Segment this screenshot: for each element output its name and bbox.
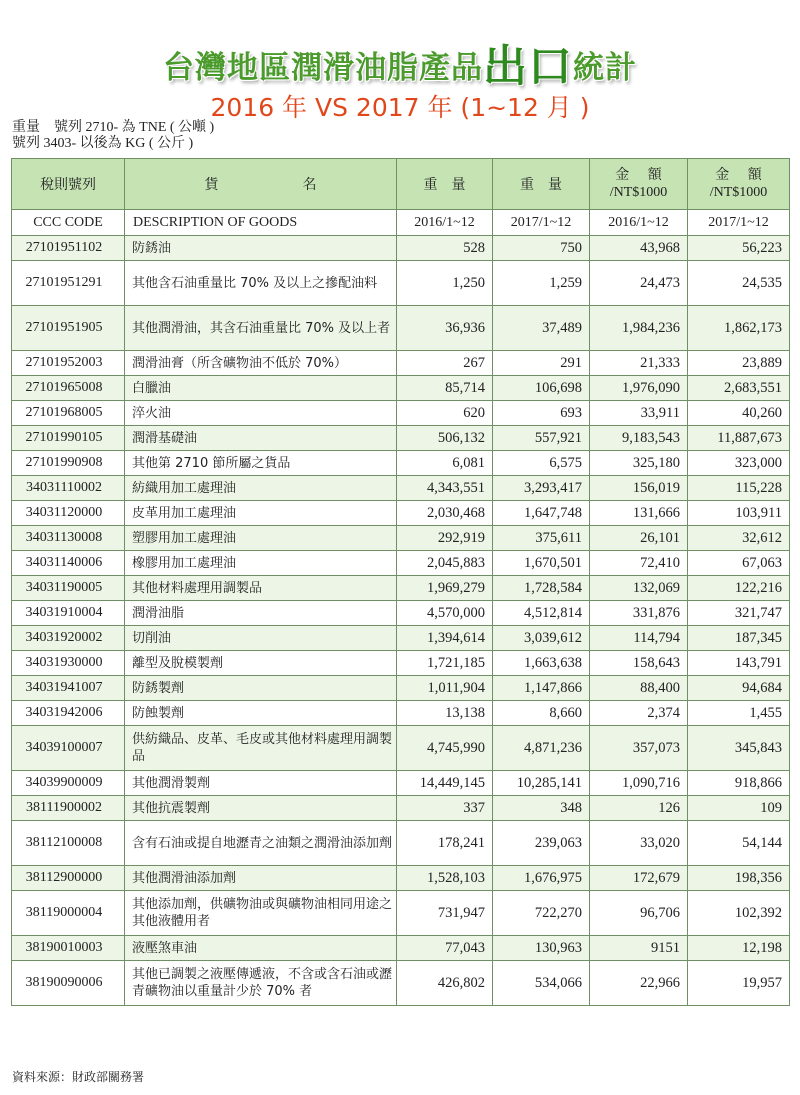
table-row — [12, 451, 790, 476]
amount-2016-cell: 331,876 — [590, 601, 688, 626]
weight-2016-cell: 1,011,904 — [397, 676, 493, 701]
weight-2016-cell: 6,081 — [397, 451, 493, 476]
weight-2016-cell: 85,714 — [397, 376, 493, 401]
amount-2017-cell: 115,228 — [688, 476, 790, 501]
weight-2017-cell: 1,663,638 — [493, 651, 590, 676]
code-cell: 34031140006 — [12, 551, 125, 576]
amount-2017-cell: 187,345 — [688, 626, 790, 651]
goods-name-cell: 供紡織品、皮革、毛皮或其他材料處理用調製品 — [125, 726, 397, 771]
amount-2016-cell: 132,069 — [590, 576, 688, 601]
table-row — [12, 526, 790, 551]
amount-2016-cell: 22,966 — [590, 961, 688, 1006]
weight-2016-cell: 1,394,614 — [397, 626, 493, 651]
goods-name-cell: 其他潤滑製劑 — [125, 771, 397, 796]
amount-2016-cell: 33,911 — [590, 401, 688, 426]
code-cell: 34031930000 — [12, 651, 125, 676]
table-row — [12, 601, 790, 626]
weight-2016-cell: 2,030,468 — [397, 501, 493, 526]
weight-2017-cell: 239,063 — [493, 821, 590, 866]
amount-2016-cell: 24,473 — [590, 261, 688, 306]
amount-2017-cell: 24,535 — [688, 261, 790, 306]
weight-2017-cell: 1,647,748 — [493, 501, 590, 526]
table-row — [12, 651, 790, 676]
page-title — [0, 30, 800, 94]
goods-name-cell: 淬火油 — [125, 401, 397, 426]
goods-name-cell: 其他第 2710 節所屬之貨品 — [125, 451, 397, 476]
weight-2017-cell: 1,147,866 — [493, 676, 590, 701]
code-cell: 34031190005 — [12, 576, 125, 601]
amount-2016-cell: 21,333 — [590, 351, 688, 376]
weight-2017-cell: 10,285,141 — [493, 771, 590, 796]
goods-name-cell: 切削油 — [125, 626, 397, 651]
table-row — [12, 261, 790, 306]
subheader-code: CCC CODE — [12, 210, 125, 236]
title-suffix: 統計 — [573, 50, 637, 86]
table-row — [12, 576, 790, 601]
header-amount-2016 — [590, 159, 688, 210]
amount-2016-cell: 1,976,090 — [590, 376, 688, 401]
amount-2016-cell: 325,180 — [590, 451, 688, 476]
amount-2017-cell: 19,957 — [688, 961, 790, 1006]
weight-2016-cell: 1,721,185 — [397, 651, 493, 676]
goods-name-cell: 潤滑基礎油 — [125, 426, 397, 451]
weight-2017-cell: 1,728,584 — [493, 576, 590, 601]
amount-2017-cell: 1,862,173 — [688, 306, 790, 351]
unit-note-weight: 重量 號列 2710- 為 TNE ( 公噸 ) — [12, 120, 215, 135]
table-row — [12, 866, 790, 891]
amount-2016-cell: 26,101 — [590, 526, 688, 551]
header-weight-2017: 重 量 — [493, 159, 590, 210]
weight-2017-cell: 4,871,236 — [493, 726, 590, 771]
weight-2016-cell: 620 — [397, 401, 493, 426]
amount-2016-cell: 114,794 — [590, 626, 688, 651]
amount-2017-cell: 122,216 — [688, 576, 790, 601]
amount-2017-cell: 198,356 — [688, 866, 790, 891]
code-cell: 34039900009 — [12, 771, 125, 796]
code-cell: 27101952003 — [12, 351, 125, 376]
table-row — [12, 376, 790, 401]
amount-2016-cell: 88,400 — [590, 676, 688, 701]
table-row — [12, 726, 790, 771]
weight-2017-cell: 3,293,417 — [493, 476, 590, 501]
weight-2016-cell: 178,241 — [397, 821, 493, 866]
table-body — [12, 210, 790, 1006]
weight-2017-cell: 3,039,612 — [493, 626, 590, 651]
code-cell: 34031910004 — [12, 601, 125, 626]
weight-2016-cell: 1,250 — [397, 261, 493, 306]
header-amount-label: 金 額 — [615, 167, 662, 183]
unit-notes — [12, 120, 214, 152]
amount-2017-cell: 323,000 — [688, 451, 790, 476]
amount-2016-cell: 33,020 — [590, 821, 688, 866]
weight-2016-cell: 1,528,103 — [397, 866, 493, 891]
amount-2016-cell: 43,968 — [590, 236, 688, 261]
goods-name-cell: 防蝕製劑 — [125, 701, 397, 726]
amount-2017-cell: 94,684 — [688, 676, 790, 701]
amount-2016-cell: 96,706 — [590, 891, 688, 936]
amount-2017-cell: 143,791 — [688, 651, 790, 676]
weight-2017-cell: 130,963 — [493, 936, 590, 961]
table-row — [12, 771, 790, 796]
table-row — [12, 626, 790, 651]
amount-2017-cell: 321,747 — [688, 601, 790, 626]
amount-2017-cell: 109 — [688, 796, 790, 821]
table-row — [12, 701, 790, 726]
code-cell: 27101965008 — [12, 376, 125, 401]
code-cell: 34031130008 — [12, 526, 125, 551]
amount-2017-cell: 54,144 — [688, 821, 790, 866]
amount-2016-cell: 126 — [590, 796, 688, 821]
weight-2016-cell: 528 — [397, 236, 493, 261]
goods-name-cell: 其他潤滑油添加劑 — [125, 866, 397, 891]
goods-name-cell: 塑膠用加工處理油 — [125, 526, 397, 551]
goods-name-cell: 紡織用加工處理油 — [125, 476, 397, 501]
code-cell: 27101968005 — [12, 401, 125, 426]
header-amount-label: 金 額 — [715, 167, 762, 183]
code-cell: 34039100007 — [12, 726, 125, 771]
export-statistics-table — [11, 158, 790, 1006]
goods-name-cell: 防銹製劑 — [125, 676, 397, 701]
amount-2017-cell: 56,223 — [688, 236, 790, 261]
amount-2016-cell: 1,984,236 — [590, 306, 688, 351]
weight-2016-cell: 337 — [397, 796, 493, 821]
table-row — [12, 821, 790, 866]
code-cell: 38190090006 — [12, 961, 125, 1006]
header-weight-2016: 重 量 — [397, 159, 493, 210]
weight-2016-cell: 292,919 — [397, 526, 493, 551]
unit-note-kg: 號列 3403- 以後為 KG ( 公斤 ) — [12, 136, 194, 151]
table-row — [12, 551, 790, 576]
goods-name-cell: 離型及脫模製劑 — [125, 651, 397, 676]
weight-2016-cell: 13,138 — [397, 701, 493, 726]
table-row — [12, 796, 790, 821]
amount-2016-cell: 2,374 — [590, 701, 688, 726]
table-row — [12, 501, 790, 526]
code-cell: 27101990105 — [12, 426, 125, 451]
table-row — [12, 676, 790, 701]
amount-2016-cell: 172,679 — [590, 866, 688, 891]
header-row — [12, 159, 790, 210]
title-emphasis: 出口 — [483, 41, 573, 92]
weight-2017-cell: 8,660 — [493, 701, 590, 726]
subheader-weight-2017: 2017/1~12 — [493, 210, 590, 236]
amount-2017-cell: 23,889 — [688, 351, 790, 376]
amount-2016-cell: 9151 — [590, 936, 688, 961]
weight-2017-cell: 375,611 — [493, 526, 590, 551]
code-cell: 27101951905 — [12, 306, 125, 351]
code-cell: 34031920002 — [12, 626, 125, 651]
weight-2017-cell: 1,676,975 — [493, 866, 590, 891]
weight-2017-cell: 693 — [493, 401, 590, 426]
header-code: 稅則號列 — [12, 159, 125, 210]
weight-2016-cell: 14,449,145 — [397, 771, 493, 796]
code-cell: 34031942006 — [12, 701, 125, 726]
code-cell: 27101951102 — [12, 236, 125, 261]
weight-2017-cell: 6,575 — [493, 451, 590, 476]
weight-2017-cell: 534,066 — [493, 961, 590, 1006]
amount-2017-cell: 40,260 — [688, 401, 790, 426]
page-subtitle: 2016 年 VS 2017 年 (1~12 月 ) — [210, 93, 590, 122]
amount-2017-cell: 67,063 — [688, 551, 790, 576]
amount-2016-cell: 1,090,716 — [590, 771, 688, 796]
goods-name-cell: 其他已調製之液壓傳遞液，不含或含石油或瀝青礦物油以重量計少於 70% 者 — [125, 961, 397, 1006]
table-row — [12, 401, 790, 426]
code-cell: 34031941007 — [12, 676, 125, 701]
goods-name-cell: 防銹油 — [125, 236, 397, 261]
weight-2017-cell: 37,489 — [493, 306, 590, 351]
code-cell: 38119000004 — [12, 891, 125, 936]
subheader-amount-2016: 2016/1~12 — [590, 210, 688, 236]
goods-name-cell: 其他添加劑，供礦物油或與礦物油相同用途之其他液體用者 — [125, 891, 397, 936]
goods-name-cell: 液壓煞車油 — [125, 936, 397, 961]
weight-2017-cell: 722,270 — [493, 891, 590, 936]
goods-name-cell: 其他抗震製劑 — [125, 796, 397, 821]
weight-2017-cell: 4,512,814 — [493, 601, 590, 626]
table-row — [12, 936, 790, 961]
weight-2017-cell: 348 — [493, 796, 590, 821]
amount-2017-cell: 102,392 — [688, 891, 790, 936]
weight-2017-cell: 1,259 — [493, 261, 590, 306]
source-note: 資料來源：財政部關務署 — [12, 1070, 145, 1084]
table-row — [12, 306, 790, 351]
goods-name-cell: 含有石油或提自地瀝青之油類之潤滑油添加劑 — [125, 821, 397, 866]
goods-name-cell: 潤滑油脂 — [125, 601, 397, 626]
table-row — [12, 961, 790, 1006]
weight-2016-cell: 506,132 — [397, 426, 493, 451]
subheader-amount-2017: 2017/1~12 — [688, 210, 790, 236]
weight-2016-cell: 731,947 — [397, 891, 493, 936]
code-cell: 38190010003 — [12, 936, 125, 961]
weight-2016-cell: 426,802 — [397, 961, 493, 1006]
amount-2017-cell: 12,198 — [688, 936, 790, 961]
header-amount-unit: /NT$1000 — [709, 185, 768, 200]
amount-2017-cell: 103,911 — [688, 501, 790, 526]
amount-2016-cell: 357,073 — [590, 726, 688, 771]
weight-2016-cell: 4,570,000 — [397, 601, 493, 626]
table-row — [12, 426, 790, 451]
weight-2016-cell: 36,936 — [397, 306, 493, 351]
header-goods: 貨 名 — [125, 159, 397, 210]
code-cell: 27101951291 — [12, 261, 125, 306]
code-cell: 34031120000 — [12, 501, 125, 526]
goods-name-cell: 白臘油 — [125, 376, 397, 401]
weight-2017-cell: 1,670,501 — [493, 551, 590, 576]
weight-2016-cell: 1,969,279 — [397, 576, 493, 601]
table-row — [12, 476, 790, 501]
code-cell: 38111900002 — [12, 796, 125, 821]
weight-2016-cell: 4,745,990 — [397, 726, 493, 771]
goods-name-cell: 其他潤滑油，其含石油重量比 70% 及以上者 — [125, 306, 397, 351]
amount-2017-cell: 11,887,673 — [688, 426, 790, 451]
goods-name-cell: 潤滑油膏（所含礦物油不低於 70%） — [125, 351, 397, 376]
goods-name-cell: 橡膠用加工處理油 — [125, 551, 397, 576]
amount-2016-cell: 72,410 — [590, 551, 688, 576]
amount-2017-cell: 2,683,551 — [688, 376, 790, 401]
goods-name-cell: 其他材料處理用調製品 — [125, 576, 397, 601]
header-amount-unit: /NT$1000 — [609, 185, 668, 200]
goods-name-cell: 其他含石油重量比 70% 及以上之摻配油料 — [125, 261, 397, 306]
amount-2017-cell: 918,866 — [688, 771, 790, 796]
code-cell: 34031110002 — [12, 476, 125, 501]
weight-2016-cell: 2,045,883 — [397, 551, 493, 576]
amount-2016-cell: 131,666 — [590, 501, 688, 526]
code-cell: 27101990908 — [12, 451, 125, 476]
title-main: 台灣地區潤滑油脂產品 — [163, 50, 483, 86]
weight-2017-cell: 750 — [493, 236, 590, 261]
table-row — [12, 891, 790, 936]
weight-2017-cell: 557,921 — [493, 426, 590, 451]
weight-2017-cell: 291 — [493, 351, 590, 376]
amount-2016-cell: 156,019 — [590, 476, 688, 501]
subheader-weight-2016: 2016/1~12 — [397, 210, 493, 236]
goods-name-cell: 皮革用加工處理油 — [125, 501, 397, 526]
weight-2017-cell: 106,698 — [493, 376, 590, 401]
subheader-desc: DESCRIPTION OF GOODS — [125, 210, 397, 236]
weight-2016-cell: 77,043 — [397, 936, 493, 961]
code-cell: 38112900000 — [12, 866, 125, 891]
code-cell: 38112100008 — [12, 821, 125, 866]
amount-2016-cell: 158,643 — [590, 651, 688, 676]
amount-2017-cell: 345,843 — [688, 726, 790, 771]
weight-2016-cell: 4,343,551 — [397, 476, 493, 501]
subheader-row — [12, 210, 790, 236]
table-row — [12, 351, 790, 376]
amount-2017-cell: 1,455 — [688, 701, 790, 726]
amount-2017-cell: 32,612 — [688, 526, 790, 551]
header-amount-2017 — [688, 159, 790, 210]
table-row — [12, 236, 790, 261]
weight-2016-cell: 267 — [397, 351, 493, 376]
amount-2016-cell: 9,183,543 — [590, 426, 688, 451]
